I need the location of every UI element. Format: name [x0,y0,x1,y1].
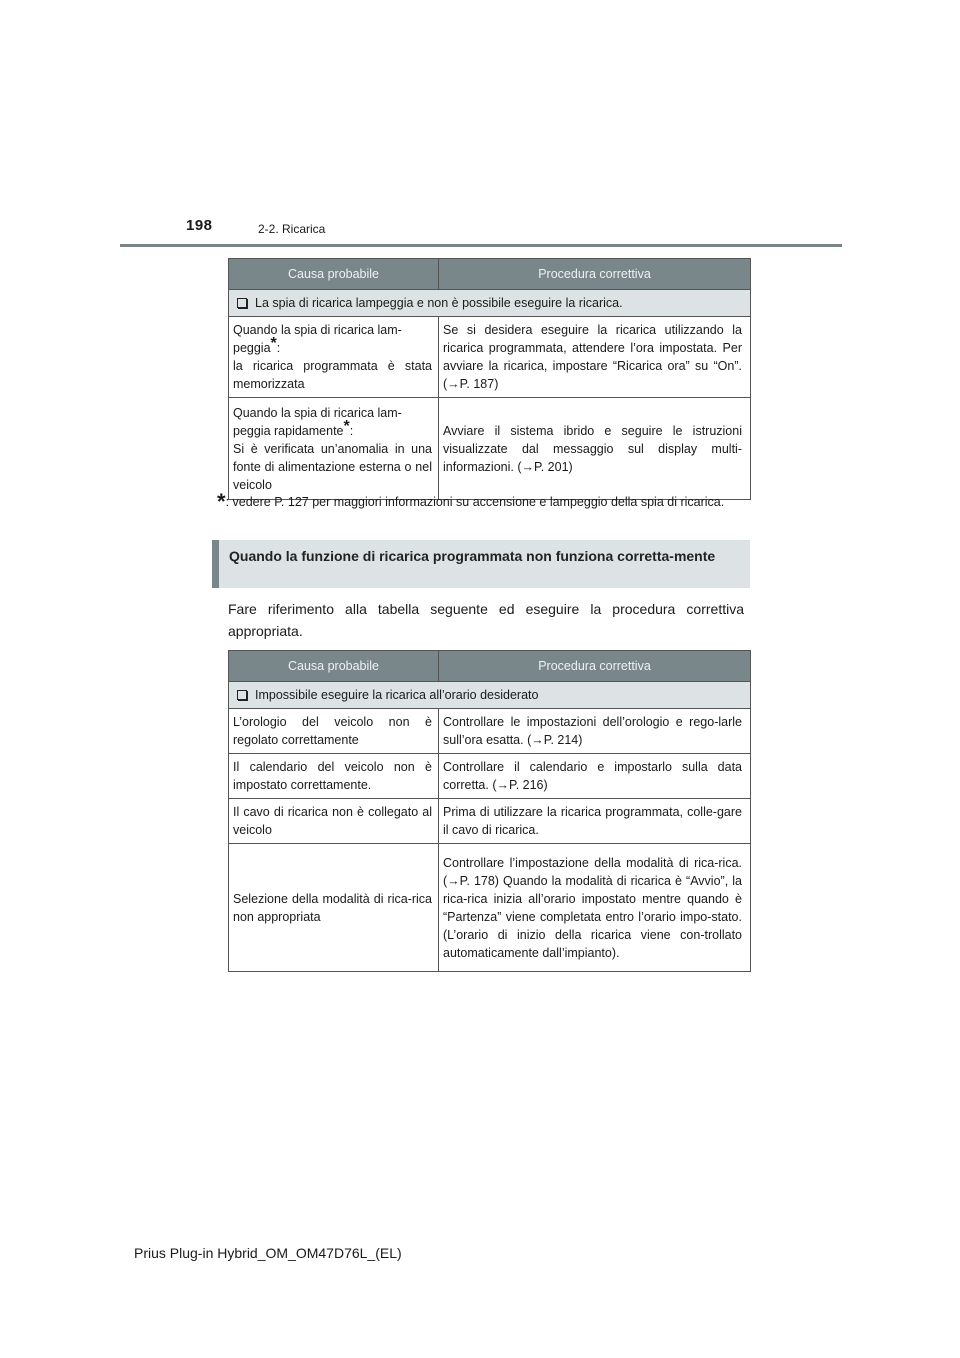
table-row [229,844,751,972]
footnote-marker: * [217,489,226,514]
cause-line: Quando la spia di ricarica lam- [233,323,402,337]
header-rule [120,244,842,247]
table-group-row [229,290,751,317]
charging-lamp-table [228,258,751,500]
footnote-text: : vedere P. 127 per maggiori informazioni su accensione e lampeggio della spia di ricarica. [225,495,725,509]
page-number: 198 [186,217,213,234]
cause-cell [229,398,439,500]
scheduled-charging-table [228,650,751,972]
cause-colon: : [349,423,354,438]
procedure-cell: Controllare le impostazioni dell’orologio e rego-larle sull’ora esatta. (→P. 214) [439,709,751,754]
table-row [229,317,751,398]
checkbox-icon [237,690,247,700]
table-header-row [229,259,751,290]
table-row [229,398,751,500]
cause-colon: : [276,341,281,355]
table-row [229,754,751,799]
table-header-row [229,651,751,682]
procedure-cell: Controllare l’impostazione della modalità di rica-rica. (→P. 178) Quando la modalità di ricarica è “Avvio”, la rica-rica inizia all’orario impostato mentre quando è “Partenza” viene completata entro l’orario impo-stato. (L’orario di inizio della ricarica viene con-trollato automaticamente dall’impianto). [439,844,751,972]
cause-text: Si è verificata un’anomalia in una fonte di alimentazione esterna o nel veicolo [233,441,432,492]
procedure-cell: Se si desidera eseguire la ricarica utilizzando la ricarica programmata, attendere l’ora impostata. Per avviare la ricarica, impostare “Ricarica ora” su “On”. (→P. 187) [439,317,751,398]
procedure-cell: Avviare il sistema ibrido e seguire le istruzioni visualizzate dal messaggio sul display multi-informazioni. (→P. 201) [439,398,751,500]
section-heading: Quando la funzione di ricarica programmata non funziona corretta-mente [212,540,750,588]
asterisk-icon: * [343,417,350,435]
procedure-cell: Controllare il calendario e impostarlo sulla data corretta. (→P. 216) [439,754,751,799]
cause-cell: Selezione della modalità di rica-rica non appropriata [229,844,439,972]
section-label: 2-2. Ricarica [258,222,326,236]
table-group-row [229,682,751,709]
column-header-cause: Causa probabile [229,651,439,682]
document-footer: Prius Plug-in Hybrid_OM_OM47D76L_(EL) [134,1245,402,1261]
cause-line: peggia rapidamente [233,423,344,438]
column-header-procedure: Procedura correttiva [439,259,751,290]
intro-paragraph: Fare riferimento alla tabella seguente ed eseguire la procedura correttiva appropriata. [228,601,744,639]
group-title: Impossibile eseguire la ricarica all’orario desiderato [255,688,539,702]
cause-line: peggia [233,341,271,355]
checkbox-icon [237,298,247,308]
footnote [217,489,747,514]
group-title: La spia di ricarica lampeggia e non è possibile eseguire la ricarica. [255,296,623,310]
column-header-procedure: Procedura correttiva [439,651,751,682]
group-cell [229,682,751,709]
procedure-cell: Prima di utilizzare la ricarica programmata, colle-gare il cavo di ricarica. [439,799,751,844]
table-row [229,799,751,844]
cause-cell: Il calendario del veicolo non è impostato correttamente. [229,754,439,799]
table-row [229,709,751,754]
cause-line: Quando la spia di ricarica lam- [233,405,402,420]
cause-text: la ricarica programmata è stata memorizzata [233,359,432,391]
cause-cell [229,317,439,398]
group-cell [229,290,751,317]
cause-cell: L’orologio del veicolo non è regolato correttamente [229,709,439,754]
cause-cell: Il cavo di ricarica non è collegato al veicolo [229,799,439,844]
column-header-cause: Causa probabile [229,259,439,290]
asterisk-icon: * [270,335,277,352]
